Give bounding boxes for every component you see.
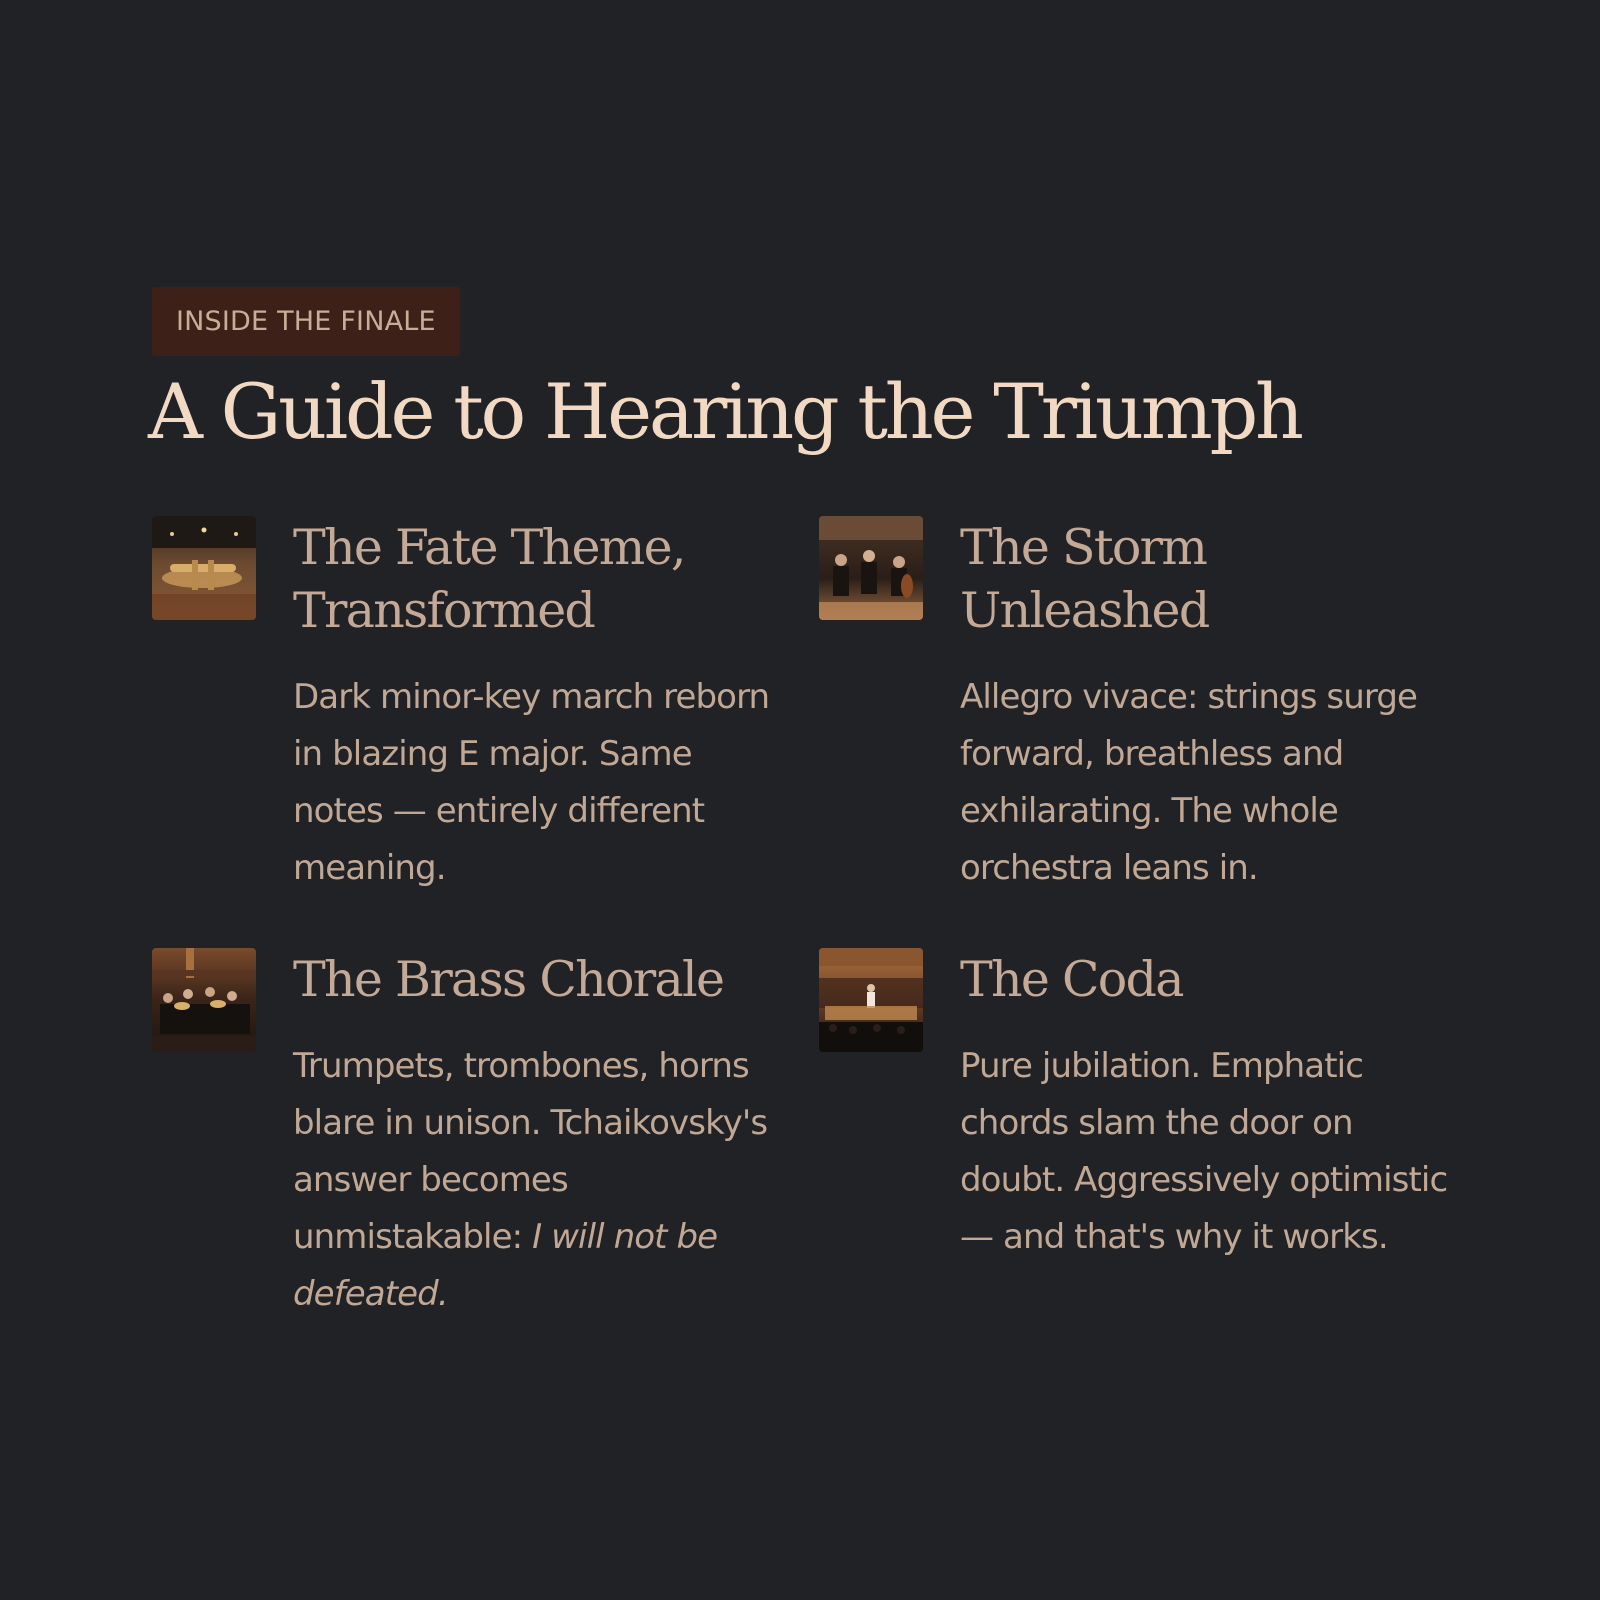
item-title: The Brass Chorale bbox=[293, 951, 724, 1008]
eyebrow-badge: INSIDE THE FINALE bbox=[152, 287, 460, 356]
item-description-emphasis: I will not be defeated. bbox=[293, 1217, 718, 1314]
item-description-text: Trumpets, trombones, horns blare in unison. Tchaikovsky's answer becomes unmistakable: bbox=[293, 1046, 768, 1257]
string-players-photo bbox=[819, 516, 923, 620]
item-title: The Storm Unleashed bbox=[960, 519, 1209, 639]
page-title: A Guide to Hearing the Triumph bbox=[148, 367, 1301, 456]
item-description: Allegro vivace: strings surge forward, breathless and exhilarating. The whole orchestra leans in. bbox=[960, 677, 1418, 888]
brass-instruments-photo bbox=[152, 516, 256, 620]
item-description: Dark minor-key march reborn in blazing E major. Same notes — entirely different meaning. bbox=[293, 677, 770, 888]
concert-hall-photo bbox=[819, 948, 923, 1052]
item-description bbox=[293, 1038, 793, 1323]
brass-section-photo bbox=[152, 948, 256, 1052]
item-title: The Fate Theme, Transformed bbox=[293, 519, 685, 639]
item-description: Pure jubilation. Emphatic chords slam the door on doubt. Aggressively optimistic — and that's why it works. bbox=[960, 1046, 1448, 1257]
item-title: The Coda bbox=[960, 951, 1183, 1008]
